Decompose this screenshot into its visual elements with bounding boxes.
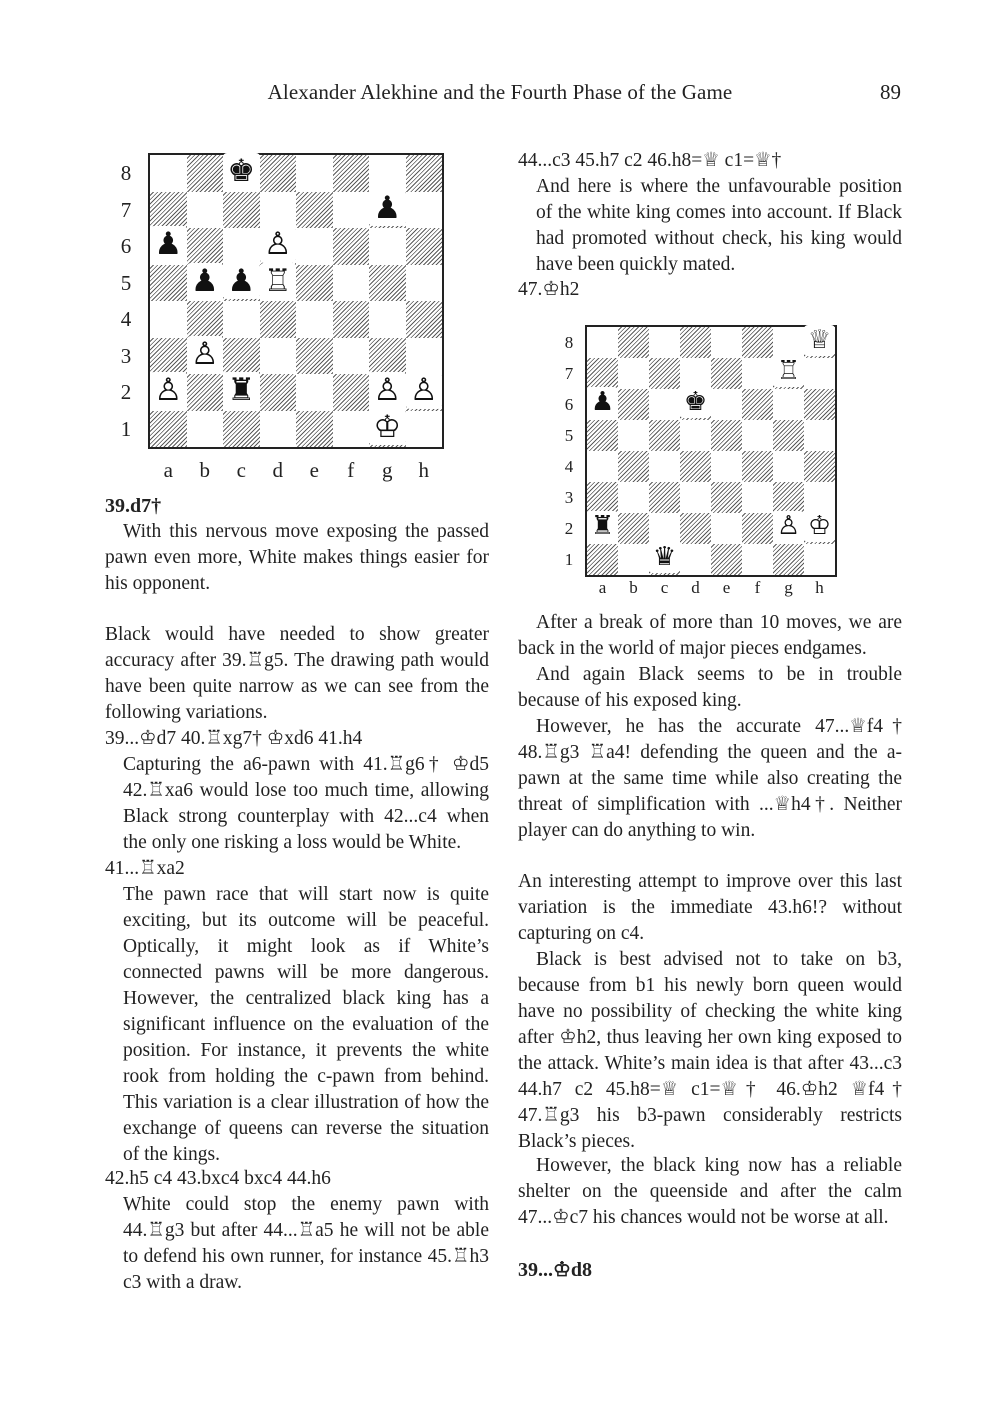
- file-label: e: [309, 458, 319, 482]
- board-square-a3: [587, 482, 618, 513]
- board-square-a1: [150, 411, 187, 448]
- board-square-f2: [333, 374, 370, 411]
- board-square-a5: [150, 265, 187, 302]
- board-square-d8: [680, 327, 711, 358]
- board-square-f1: [333, 411, 370, 448]
- board-square-e2: [296, 374, 333, 411]
- file-label: g: [382, 458, 393, 482]
- variation-note: White could stop the enemy pawn with 44.♖g3 but after 44...♖a5 he will not be able to defend his own runner, for instance 45.♖h3 c3 with a draw.: [123, 1194, 489, 1293]
- board-square-c7: [223, 192, 260, 229]
- board-square-h1: [804, 544, 835, 575]
- board-square-d1: [260, 411, 297, 448]
- file-label: f: [347, 458, 355, 482]
- file-label: b: [199, 458, 210, 482]
- board-square-b4: [618, 451, 649, 482]
- board-square-f4: [742, 451, 773, 482]
- chess-piece-white-g7: ♖: [773, 356, 804, 387]
- board-square-c5: [649, 420, 680, 451]
- board-square-g1: [773, 544, 804, 575]
- board-square-g4: [369, 301, 406, 338]
- chess-piece-white-h8: ♕: [804, 325, 835, 356]
- chess-piece-black-a6: ♟: [587, 387, 618, 418]
- board-square-b1: [187, 411, 224, 448]
- board-square-a4: [150, 301, 187, 338]
- board-square-a1: [587, 544, 618, 575]
- board-square-c6: [223, 228, 260, 265]
- board-square-h7: [804, 358, 835, 389]
- board-square-c2: [649, 513, 680, 544]
- chess-piece-white-a2: ♙: [150, 372, 187, 409]
- paragraph: However, he has the accurate 47...♕f4† 48.♖g3 ♖a4! defending the queen and the a-pawn at the same time while also creating the threat of simplification with ...♕h4†. Neither player can do anything to win.: [518, 716, 902, 841]
- board-square-h3: [804, 482, 835, 513]
- board-square-e3: [296, 338, 333, 375]
- chess-piece-black-d6: ♚: [680, 387, 711, 418]
- board-square-g5: [773, 420, 804, 451]
- chessboard: [585, 325, 837, 577]
- board-square-f8: [742, 327, 773, 358]
- board-square-h5: [406, 265, 443, 302]
- rank-label: 2: [120, 380, 132, 404]
- board-square-g5: [369, 265, 406, 302]
- paragraph: Black would have needed to show greater accuracy after 39.♖g5. The drawing path would have been quite narrow as we can see from the following variations.: [105, 624, 489, 723]
- chess-piece-black-g7: ♟: [369, 190, 406, 227]
- file-label: f: [754, 578, 761, 597]
- board-square-e3: [711, 482, 742, 513]
- board-square-e6: [296, 228, 333, 265]
- board-square-e1: [711, 544, 742, 575]
- board-square-g3: [773, 482, 804, 513]
- board-square-b6: [187, 228, 224, 265]
- board-square-a7: [150, 192, 187, 229]
- board-square-f6: [742, 389, 773, 420]
- chess-piece-white-h2: ♙: [406, 372, 443, 409]
- chess-piece-white-h2: ♔: [804, 511, 835, 542]
- board-square-b6: [618, 389, 649, 420]
- board-square-f1: [742, 544, 773, 575]
- paragraph: However, the black king now has a reliable shelter on the queenside and after the calm 47...♔c7 his chances would not be worse at all.: [518, 1155, 902, 1228]
- chess-piece-black-c2: ♜: [223, 372, 260, 409]
- board-square-h8: [406, 155, 443, 192]
- board-square-d1: [680, 544, 711, 575]
- paragraph: With this nervous move exposing the passed pawn even more, White makes things easier for his opponent.: [105, 521, 489, 594]
- file-label: e: [722, 578, 731, 597]
- file-label: c: [236, 458, 246, 482]
- board-square-e8: [711, 327, 742, 358]
- chess-diagram-2: [555, 322, 845, 607]
- file-label: d: [272, 458, 283, 482]
- rank-label: 7: [564, 364, 574, 383]
- chess-piece-black-a6: ♟: [150, 226, 187, 263]
- board-square-h7: [406, 192, 443, 229]
- chess-diagram-1: [110, 150, 450, 490]
- rank-label: 5: [564, 426, 574, 445]
- board-square-g6: [773, 389, 804, 420]
- board-square-e7: [296, 192, 333, 229]
- chess-piece-white-g2: ♙: [369, 372, 406, 409]
- board-square-a5: [587, 420, 618, 451]
- board-square-f6: [333, 228, 370, 265]
- board-square-e2: [711, 513, 742, 544]
- board-square-g3: [369, 338, 406, 375]
- move-heading: 39.d7†: [105, 495, 162, 517]
- board-square-g6: [369, 228, 406, 265]
- paragraph: Black is best advised not to take on b3, because from b1 his newly born queen would have no possibility of checking the white king after ♔h2, thus leaving her own king exposed to the attack. White’s main idea is that after 43...c3 44.h7 c2 45.h8=♕ c1=♕† 46.♔h2 ♕f4† 47.♖g3 his b3-pawn considerably restricts Black’s pieces.: [518, 949, 902, 1152]
- board-square-f8: [333, 155, 370, 192]
- move-heading: 39...♔d8: [518, 1259, 593, 1281]
- rank-label: 6: [120, 234, 132, 258]
- board-square-d3: [680, 482, 711, 513]
- rank-label: 1: [120, 416, 132, 441]
- board-square-a8: [150, 155, 187, 192]
- board-square-d7: [680, 358, 711, 389]
- board-square-h6: [804, 389, 835, 420]
- variation-note: The pawn race that will start now is quite exciting, but its outcome will be peaceful. Optically, it might look as if White’s connected pawns will be more dangerous. However, the centralized black king has a significant influence on the evaluation of the position. For instance, it prevents the white rook from holding the c-pawn from behind. This variation is a clear illustration of how the exchange of queens can reverse the situation of the kings.: [123, 884, 489, 1165]
- chess-piece-white-d6: ♙: [260, 226, 297, 263]
- board-square-f3: [333, 338, 370, 375]
- file-label: b: [629, 578, 638, 597]
- file-label: h: [418, 458, 429, 482]
- rank-label: 6: [564, 395, 574, 414]
- board-square-a7: [587, 358, 618, 389]
- chess-piece-black-b5: ♟: [187, 263, 224, 300]
- chess-piece-white-b3: ♙: [187, 336, 224, 373]
- board-square-d4: [260, 301, 297, 338]
- board-square-d2: [260, 374, 297, 411]
- board-square-e4: [296, 301, 333, 338]
- board-square-c7: [649, 358, 680, 389]
- chess-piece-black-c8: ♚: [223, 153, 260, 190]
- running-title: Alexander Alekhine and the Fourth Phase of the Game: [267, 80, 733, 104]
- board-square-f3: [742, 482, 773, 513]
- board-square-d2: [680, 513, 711, 544]
- board-square-b8: [187, 155, 224, 192]
- board-square-c8: [649, 327, 680, 358]
- board-square-h1: [406, 411, 443, 448]
- rank-label: 1: [564, 550, 574, 569]
- board-square-b5: [618, 420, 649, 451]
- move-line: 42.h5 c4 43.bxc4 bxc4 44.h6: [105, 1168, 331, 1189]
- move-line: 47.♔h2: [518, 279, 580, 300]
- chess-piece-white-g2: ♙: [773, 511, 804, 542]
- board-square-a3: [150, 338, 187, 375]
- rank-label: 2: [564, 519, 574, 538]
- board-square-e1: [296, 411, 333, 448]
- file-label: d: [691, 578, 700, 597]
- paragraph: And again Black seems to be in trouble because of his exposed king.: [518, 664, 902, 711]
- move-line: 41...♖xa2: [105, 858, 185, 879]
- chess-piece-black-c1: ♛: [649, 542, 680, 573]
- board-square-h3: [406, 338, 443, 375]
- board-square-h6: [406, 228, 443, 265]
- board-square-d4: [680, 451, 711, 482]
- rank-label: 7: [120, 197, 132, 222]
- board-square-b3: [618, 482, 649, 513]
- board-square-c1: [223, 411, 260, 448]
- board-square-g4: [773, 451, 804, 482]
- file-label: c: [660, 578, 669, 597]
- board-square-c4: [223, 301, 260, 338]
- board-square-d5: [680, 420, 711, 451]
- board-square-h4: [804, 451, 835, 482]
- paragraph: An interesting attempt to improve over this last variation is the immediate 43.h6!? without capturing on c4.: [518, 871, 902, 944]
- board-square-e8: [296, 155, 333, 192]
- board-square-d8: [260, 155, 297, 192]
- chess-piece-white-d5: ♖: [260, 263, 297, 300]
- board-square-c6: [649, 389, 680, 420]
- board-square-c4: [649, 451, 680, 482]
- board-square-f4: [333, 301, 370, 338]
- board-square-a4: [587, 451, 618, 482]
- board-square-b4: [187, 301, 224, 338]
- board-square-a8: [587, 327, 618, 358]
- board-square-e6: [711, 389, 742, 420]
- file-label: h: [815, 578, 824, 597]
- board-square-f5: [333, 265, 370, 302]
- variation-note: Capturing the a6-pawn with 41.♖g6† ♔d5 42.♖xa6 would lose too much time, allowing Black strong counterplay with 42...c4 when the only one risking a loss would be White.: [123, 754, 489, 853]
- board-square-f5: [742, 420, 773, 451]
- board-square-e5: [296, 265, 333, 302]
- file-label: a: [598, 578, 607, 597]
- move-line: 44...c3 45.h7 c2 46.h8=♕ c1=♕†: [518, 150, 782, 171]
- file-label: a: [163, 458, 173, 482]
- board-square-d3: [260, 338, 297, 375]
- board-square-e5: [711, 420, 742, 451]
- board-square-g8: [773, 327, 804, 358]
- board-square-b7: [618, 358, 649, 389]
- rank-label: 3: [120, 343, 132, 368]
- paragraph: After a break of more than 10 moves, we are back in the world of major pieces endgames.: [518, 612, 902, 659]
- move-line: 39...♔d7 40.♖xg7† ♔xd6 41.h4: [105, 728, 363, 749]
- rank-label: 4: [564, 457, 574, 476]
- rank-label: 8: [120, 161, 132, 185]
- board-square-g8: [369, 155, 406, 192]
- board-square-d7: [260, 192, 297, 229]
- board-square-c3: [649, 482, 680, 513]
- rank-label: 8: [564, 333, 574, 352]
- file-label: g: [784, 578, 793, 597]
- variation-note: And here is where the unfavourable position of the white king comes into account. If Black had promoted without check, his king would have been quickly mated.: [536, 176, 902, 275]
- board-square-b7: [187, 192, 224, 229]
- board-square-b1: [618, 544, 649, 575]
- chessboard: [148, 153, 444, 449]
- rank-label: 5: [120, 270, 132, 295]
- board-square-h5: [804, 420, 835, 451]
- board-square-f7: [333, 192, 370, 229]
- page-number: 89: [880, 80, 901, 104]
- chess-piece-black-a2: ♜: [587, 511, 618, 542]
- rank-label: 3: [564, 488, 574, 507]
- board-square-b2: [187, 374, 224, 411]
- board-square-c3: [223, 338, 260, 375]
- chess-piece-white-g1: ♔: [369, 409, 406, 446]
- board-square-f2: [742, 513, 773, 544]
- rank-label: 4: [120, 307, 132, 331]
- board-square-h4: [406, 301, 443, 338]
- board-square-e4: [711, 451, 742, 482]
- board-square-b8: [618, 327, 649, 358]
- board-square-f7: [742, 358, 773, 389]
- chess-piece-black-c5: ♟: [223, 263, 260, 300]
- board-square-b2: [618, 513, 649, 544]
- board-square-e7: [711, 358, 742, 389]
